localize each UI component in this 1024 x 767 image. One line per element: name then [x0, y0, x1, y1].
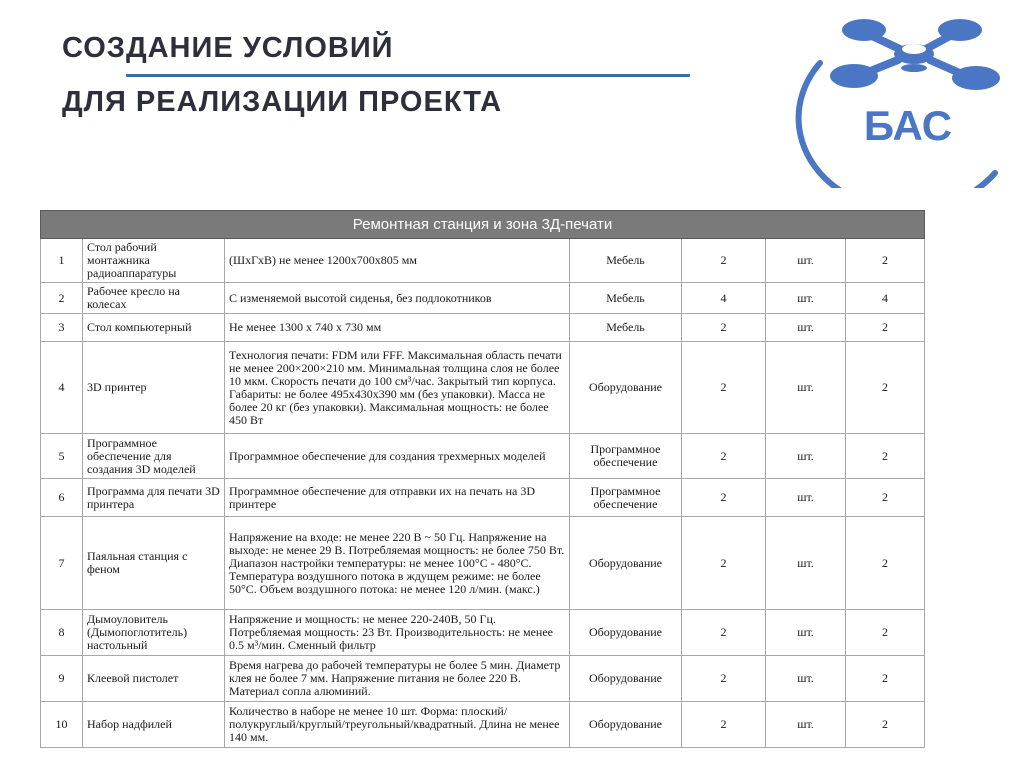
item-total: 2: [846, 702, 925, 748]
item-name: Дымоуловитель (Дымопоглотитель) настольный: [83, 610, 225, 656]
item-spec: (ШхГхВ) не менее 1200х700х805 мм: [225, 239, 570, 283]
item-name: Набор надфилей: [83, 702, 225, 748]
item-total: 2: [846, 656, 925, 702]
item-spec: Программное обеспечение для отправки их на печать на 3D принтере: [225, 479, 570, 517]
item-category: Программное обеспечение: [570, 479, 682, 517]
table-row: [41, 239, 925, 283]
row-number: 8: [41, 610, 83, 656]
item-unit: шт.: [766, 342, 846, 434]
item-spec: Напряжение и мощность: не менее 220-240В, 50 Гц. Потребляемая мощность: 23 Вт. Производительность: не менее 0.5 м³/мин. Сменный фильтр: [225, 610, 570, 656]
table-row: [41, 479, 925, 517]
item-name: Стол рабочий монтажника радиоаппаратуры: [83, 239, 225, 283]
item-name: Паяльная станция с феном: [83, 517, 225, 610]
item-qty: 2: [682, 702, 766, 748]
item-category: Оборудование: [570, 610, 682, 656]
item-category: Программное обеспечение: [570, 434, 682, 479]
item-qty: 4: [682, 283, 766, 314]
row-number: 10: [41, 702, 83, 748]
equipment-table-wrapper: [40, 210, 924, 748]
item-unit: шт.: [766, 239, 846, 283]
item-spec: Не менее 1300 х 740 х 730 мм: [225, 314, 570, 342]
item-qty: 2: [682, 479, 766, 517]
item-qty: 2: [682, 610, 766, 656]
item-name: Клеевой пистолет: [83, 656, 225, 702]
item-qty: 2: [682, 239, 766, 283]
row-number: 7: [41, 517, 83, 610]
table-row: [41, 702, 925, 748]
page-title-line2: ДЛЯ РЕАЛИЗАЦИИ ПРОЕКТА: [62, 86, 503, 118]
item-name: Программа для печати 3D принтера: [83, 479, 225, 517]
page-title-line1: СОЗДАНИЕ УСЛОВИЙ: [62, 32, 394, 64]
item-name: 3D принтер: [83, 342, 225, 434]
item-spec: Технология печати: FDM или FFF. Максимальная область печати не менее 200×200×210 мм. Минимальная толщина слоя не более 10 мкм. Скорость печати до 100 см³/час. Закрытый тип корпуса. Габариты: не более 495х430х390 мм (без упаковки). Масса не более 20 кг (без упаковки). Максимальная мощность: не более 450 Вт: [225, 342, 570, 434]
item-qty: 2: [682, 517, 766, 610]
item-unit: шт.: [766, 314, 846, 342]
table-row: [41, 656, 925, 702]
item-spec: С изменяемой высотой сиденья, без подлокотников: [225, 283, 570, 314]
item-unit: шт.: [766, 517, 846, 610]
row-number: 2: [41, 283, 83, 314]
table-title-row: [41, 211, 925, 239]
item-name: Рабочее кресло на колесах: [83, 283, 225, 314]
item-total: 2: [846, 517, 925, 610]
item-spec: Программное обеспечение для создания трехмерных моделей: [225, 434, 570, 479]
table-row: [41, 610, 925, 656]
row-number: 9: [41, 656, 83, 702]
table-row: [41, 342, 925, 434]
item-spec: Время нагрева до рабочей температуры не более 5 мин. Диаметр клея не более 7 мм. Напряжение питания не более 220 В. Материал сопла алюминий.: [225, 656, 570, 702]
item-total: 2: [846, 434, 925, 479]
item-qty: 2: [682, 434, 766, 479]
table-title: Ремонтная станция и зона 3Д-печати: [41, 211, 925, 239]
item-total: 2: [846, 314, 925, 342]
drone-icon: [830, 19, 1000, 90]
table-row: [41, 283, 925, 314]
item-category: Оборудование: [570, 702, 682, 748]
table-row: [41, 314, 925, 342]
title-underline: [126, 74, 690, 77]
item-total: 4: [846, 283, 925, 314]
item-category: Оборудование: [570, 342, 682, 434]
item-category: Мебель: [570, 239, 682, 283]
table-row: [41, 517, 925, 610]
item-total: 2: [846, 342, 925, 434]
item-unit: шт.: [766, 434, 846, 479]
item-total: 2: [846, 239, 925, 283]
item-category: Мебель: [570, 283, 682, 314]
item-qty: 2: [682, 342, 766, 434]
item-qty: 2: [682, 656, 766, 702]
item-category: Оборудование: [570, 517, 682, 610]
row-number: 4: [41, 342, 83, 434]
item-unit: шт.: [766, 656, 846, 702]
bas-logo: [790, 8, 1010, 188]
item-unit: шт.: [766, 479, 846, 517]
item-total: 2: [846, 479, 925, 517]
row-number: 1: [41, 239, 83, 283]
row-number: 3: [41, 314, 83, 342]
logo-text: БАС: [863, 102, 953, 149]
item-name: Программное обеспечение для создания 3D моделей: [83, 434, 225, 479]
item-spec: Напряжение на входе: не менее 220 В ~ 50 Гц. Напряжение на выходе: не менее 29 В. Потребляемая мощность: не более 750 Вт. Диапазон настройки температуры: не менее 100°С - 480°С. Температура воздушного потока в ждущем режиме: не более 50°С. Объем воздушного потока: не менее 120 л/мин. (макс.): [225, 517, 570, 610]
item-spec: Количество в наборе не менее 10 шт. Форма: плоский/полукруглый/круглый/треугольный/квадратный. Длина не менее 140 мм.: [225, 702, 570, 748]
equipment-table: [40, 210, 925, 748]
row-number: 5: [41, 434, 83, 479]
item-category: Мебель: [570, 314, 682, 342]
row-number: 6: [41, 479, 83, 517]
item-unit: шт.: [766, 610, 846, 656]
item-unit: шт.: [766, 283, 846, 314]
item-unit: шт.: [766, 702, 846, 748]
item-qty: 2: [682, 314, 766, 342]
item-name: Стол компьютерный: [83, 314, 225, 342]
item-total: 2: [846, 610, 925, 656]
table-row: [41, 434, 925, 479]
item-category: Оборудование: [570, 656, 682, 702]
